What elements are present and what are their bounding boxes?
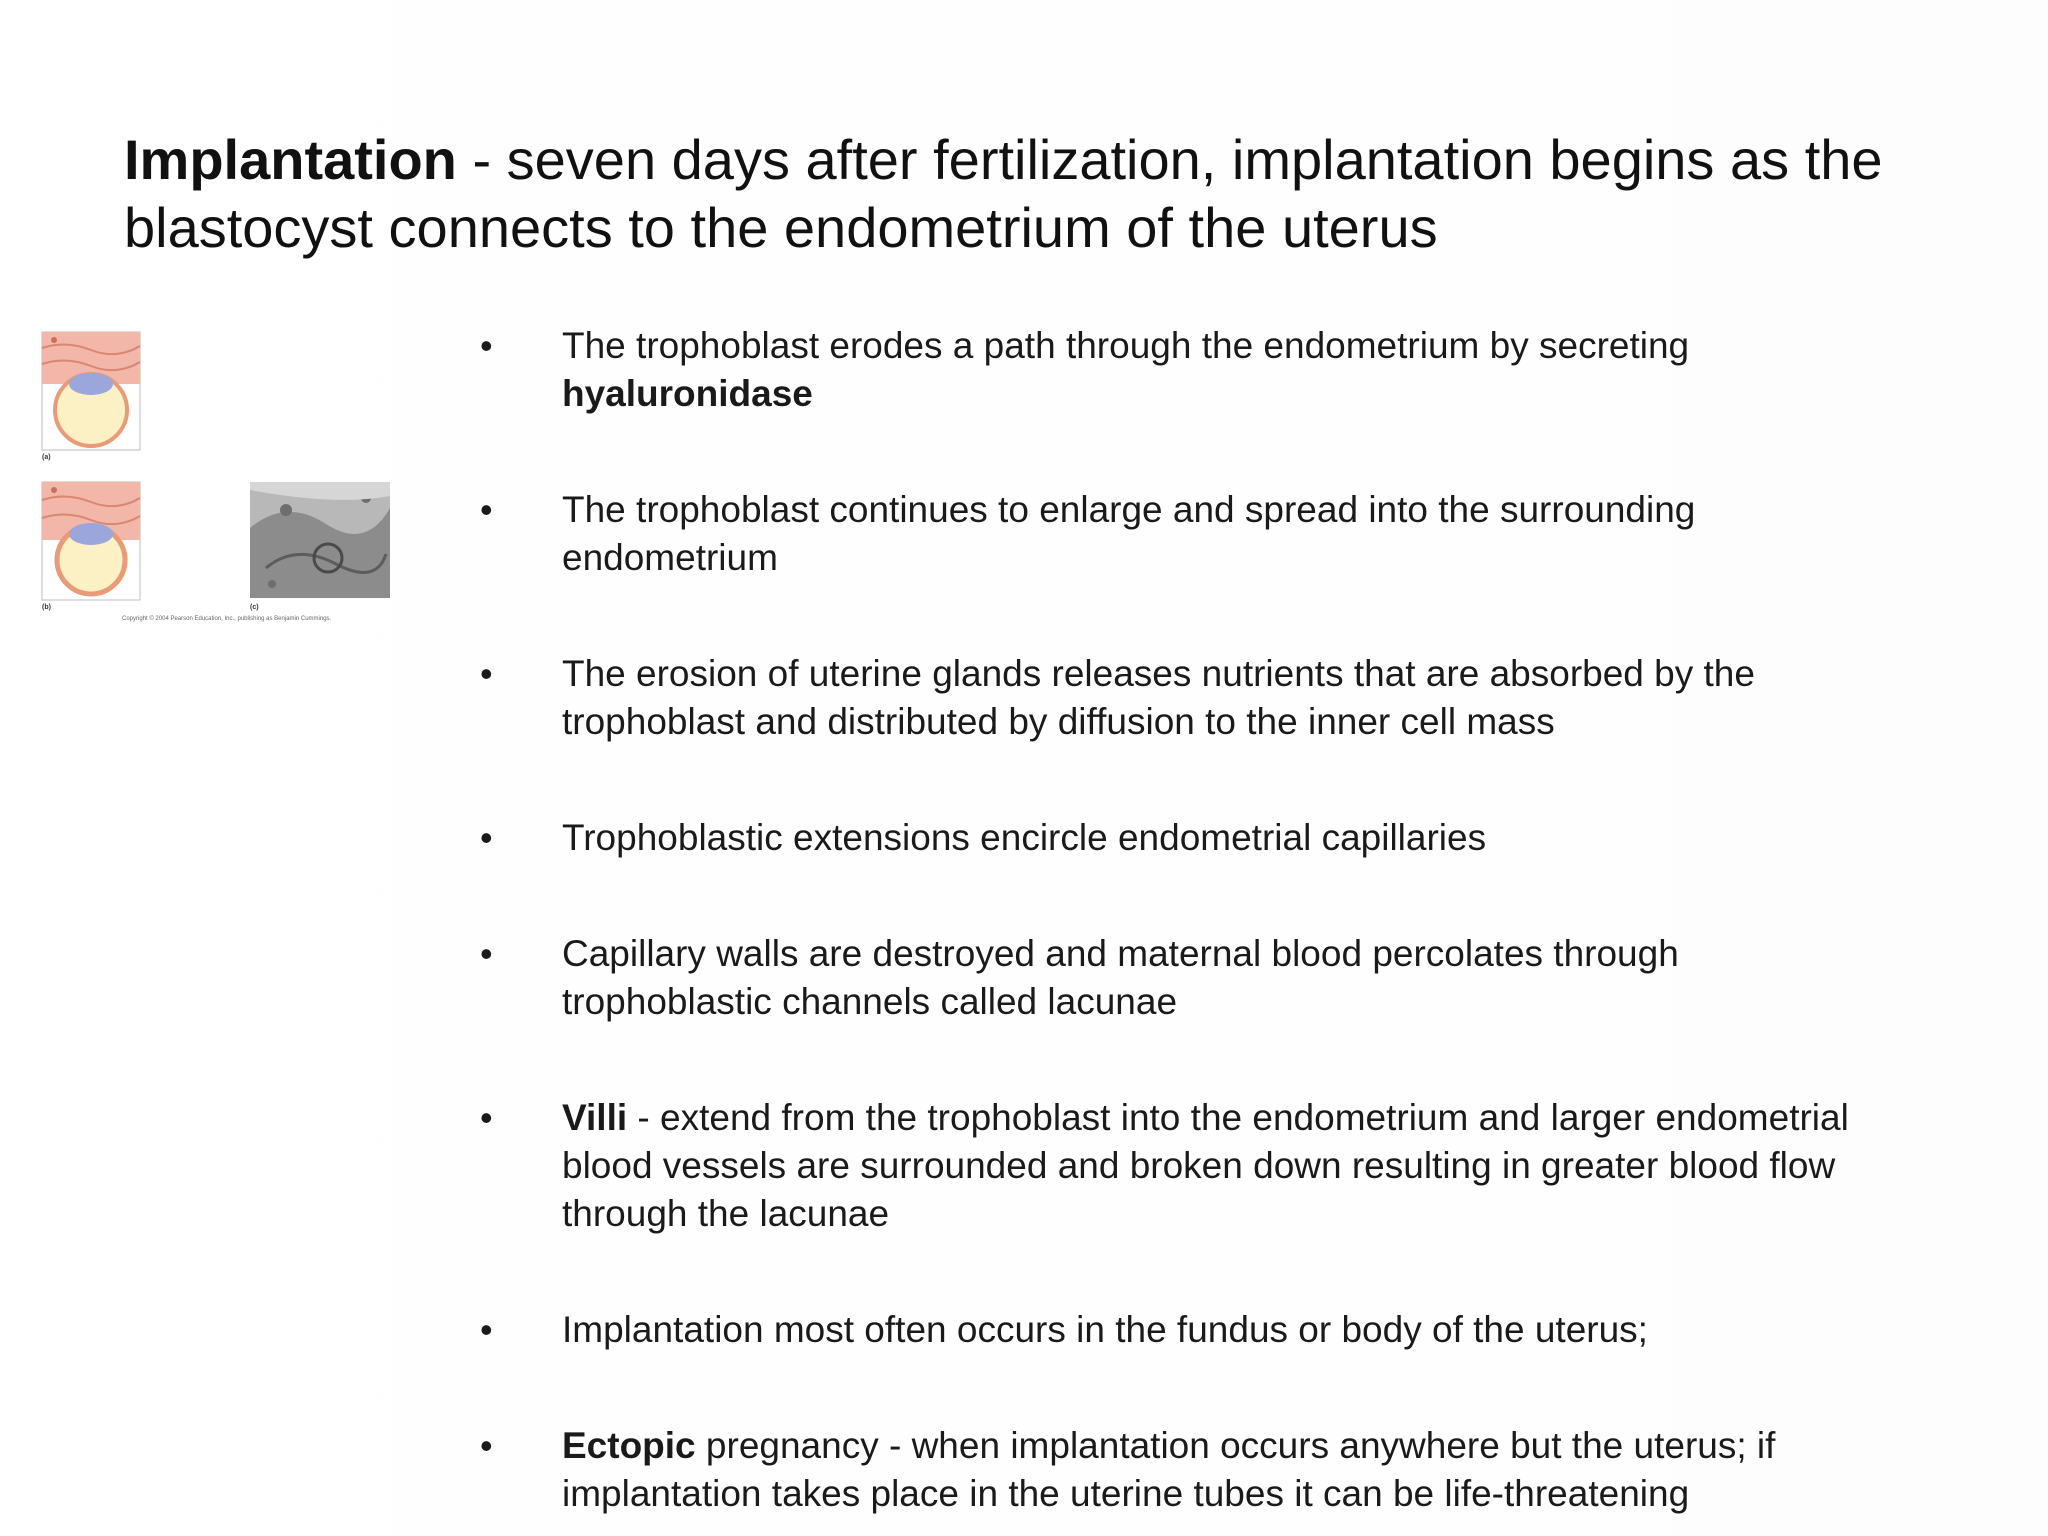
bullet-marker: • [480,1309,493,1350]
bullet-text [562,1422,1882,1518]
panel-c-label: (c) [250,604,259,611]
figure-copyright: Copyright © 2004 Pearson Education, Inc., publishing as Benjamin Cummings. [122,616,332,622]
panel-a-drawing [42,332,140,450]
bullet-text [562,1094,1882,1238]
bullet-marker: • [480,325,493,366]
bullet-text [562,930,1882,1026]
bullet-body: - extend from the trophoblast into the endometrium and larger endometrial blood vessels are surrounded and broken down resulting in greater blood flow through the lacunae [562,1097,1849,1234]
implantation-figure [36,328,406,628]
bullet-marker: • [480,1097,493,1138]
bullet-marker: • [480,1425,493,1466]
bullet-body: The trophoblast continues to enlarge and spread into the surrounding endometrium [562,489,1696,578]
panel-c-micrograph [250,482,390,598]
bullet-text [562,486,1882,582]
bullet-marker: • [480,653,493,694]
bullet-text [562,650,1882,746]
bullet-bold-lead: Ectopic [562,1425,696,1466]
bullet-text [562,1306,1882,1354]
panel-a-label: (a) [42,454,51,461]
bullet-body: Implantation most often occurs in the fundus or body of the uterus; [562,1309,1648,1350]
bullet-bold-term: hyaluronidase [562,373,813,414]
panel-b-drawing [42,482,140,600]
bullet-marker: • [480,489,493,530]
bullet-bold-lead: Villi [562,1097,628,1138]
slide-title [124,126,1964,262]
bullet-body: Capillary walls are destroyed and maternal blood percolates through trophoblastic channels called lacunae [562,933,1679,1022]
bullet-body: Trophoblastic extensions encircle endometrial capillaries [562,817,1487,858]
bullet-text [562,322,1882,418]
implantation-illustration [36,328,406,628]
bullet-text [562,814,1882,862]
panel-b-label: (b) [42,604,51,611]
bullet-marker: • [480,817,493,858]
title-definition: - seven days after fertilization, implantation begins as the blastocyst connects to the endometrium of the uterus [124,128,1883,259]
bullet-body: The trophoblast erodes a path through the endometrium by secreting [562,325,1690,366]
bullet-body: pregnancy - when implantation occurs anywhere but the uterus; if implantation takes place in the uterine tubes it can be life-threatening [562,1425,1776,1514]
bullet-body: The erosion of uterine glands releases nutrients that are absorbed by the trophoblast and distributed by diffusion to the inner cell mass [562,653,1755,742]
bullet-marker: • [480,933,493,974]
title-bold-term: Implantation [124,128,457,191]
